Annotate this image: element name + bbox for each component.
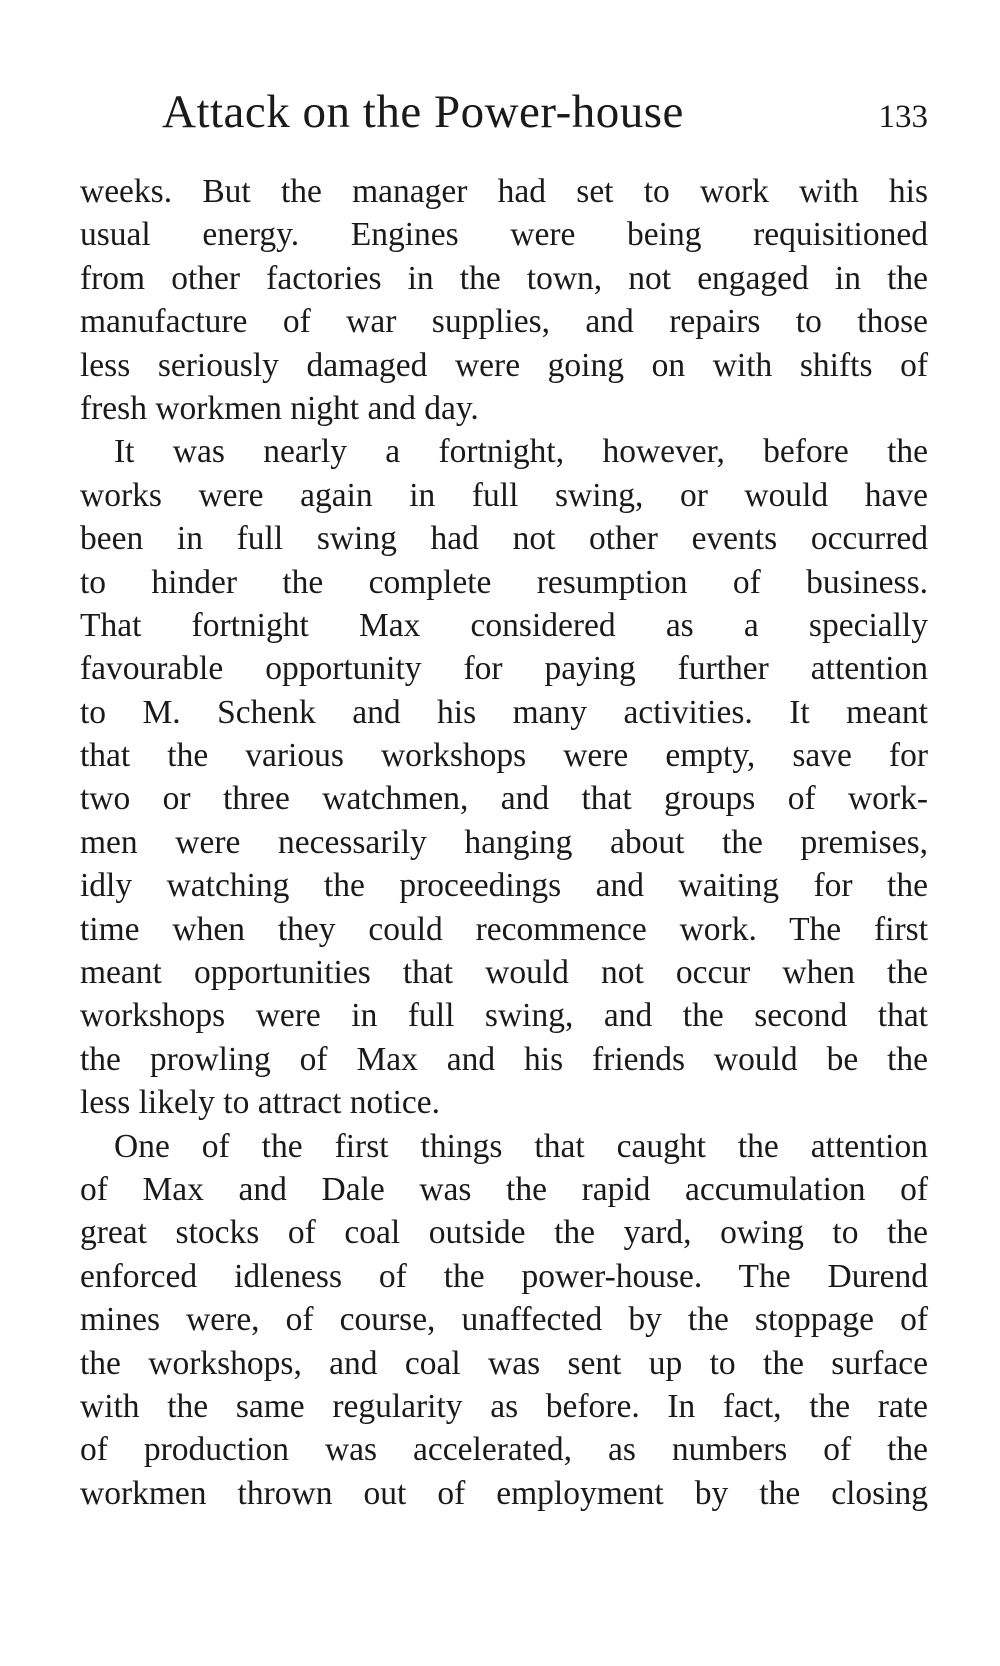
text-line: great stocks of coal outside the yard, owing to the xyxy=(80,1214,928,1252)
running-title: Attack on the Power-house xyxy=(162,86,684,138)
text-line: to M. Schenk and his many activities. It meant xyxy=(80,693,928,731)
page-number: 133 xyxy=(878,99,928,135)
text-line: of Max and Dale was the rapid accumulation of xyxy=(80,1170,928,1208)
text-line: workshops were in full swing, and the second that xyxy=(80,997,928,1035)
body-text xyxy=(80,170,928,1515)
text-line: less seriously damaged were going on with shifts of xyxy=(80,346,928,384)
text-line: been in full swing had not other events occurred xyxy=(80,520,928,558)
running-head xyxy=(80,82,928,142)
text-line: weeks. But the manager had set to work with his xyxy=(80,173,928,210)
text-line: usual energy. Engines were being requisitioned xyxy=(80,216,928,254)
text-line: with the same regularity as before. In fact, the rate xyxy=(80,1387,928,1425)
text-line: the workshops, and coal was sent up to the surface xyxy=(80,1344,928,1382)
text-line: less likely to attract notice. xyxy=(80,1084,441,1122)
text-line: men were necessarily hanging about the premises, xyxy=(80,823,928,861)
text-line: works were again in full swing, or would have xyxy=(80,476,928,514)
text-line: two or three watchmen, and that groups of work- xyxy=(80,780,928,818)
text-line: that the various workshops were empty, save for xyxy=(80,737,928,775)
paragraph xyxy=(80,170,928,430)
text-line: One of the first things that caught the attention xyxy=(114,1127,928,1165)
text-line: mines were, of course, unaffected by the stoppage of xyxy=(80,1301,928,1339)
text-line: fresh workmen night and day. xyxy=(80,389,479,427)
text-line: the prowling of Max and his friends would be the xyxy=(80,1040,928,1078)
text-line: time when they could recommence work. The first xyxy=(80,910,928,948)
text-line: favourable opportunity for paying further attention xyxy=(80,650,928,688)
text-line: manufacture of war supplies, and repairs to those xyxy=(80,303,928,341)
text-line: It was nearly a fortnight, however, before the xyxy=(114,433,928,471)
text-line: That fortnight Max considered as a specially xyxy=(80,606,928,644)
text-line: of production was accelerated, as numbers of the xyxy=(80,1431,928,1469)
paragraph xyxy=(80,1125,928,1516)
text-line: from other factories in the town, not engaged in the xyxy=(80,259,928,297)
paragraph xyxy=(80,430,928,1124)
text-line: enforced idleness of the power-house. The Durend xyxy=(80,1257,928,1295)
text-line: meant opportunities that would not occur when the xyxy=(80,954,928,992)
text-line: workmen thrown out of employment by the closing xyxy=(80,1474,928,1512)
text-line: idly watching the proceedings and waiting for the xyxy=(80,867,928,905)
text-line: to hinder the complete resumption of business. xyxy=(80,563,928,601)
